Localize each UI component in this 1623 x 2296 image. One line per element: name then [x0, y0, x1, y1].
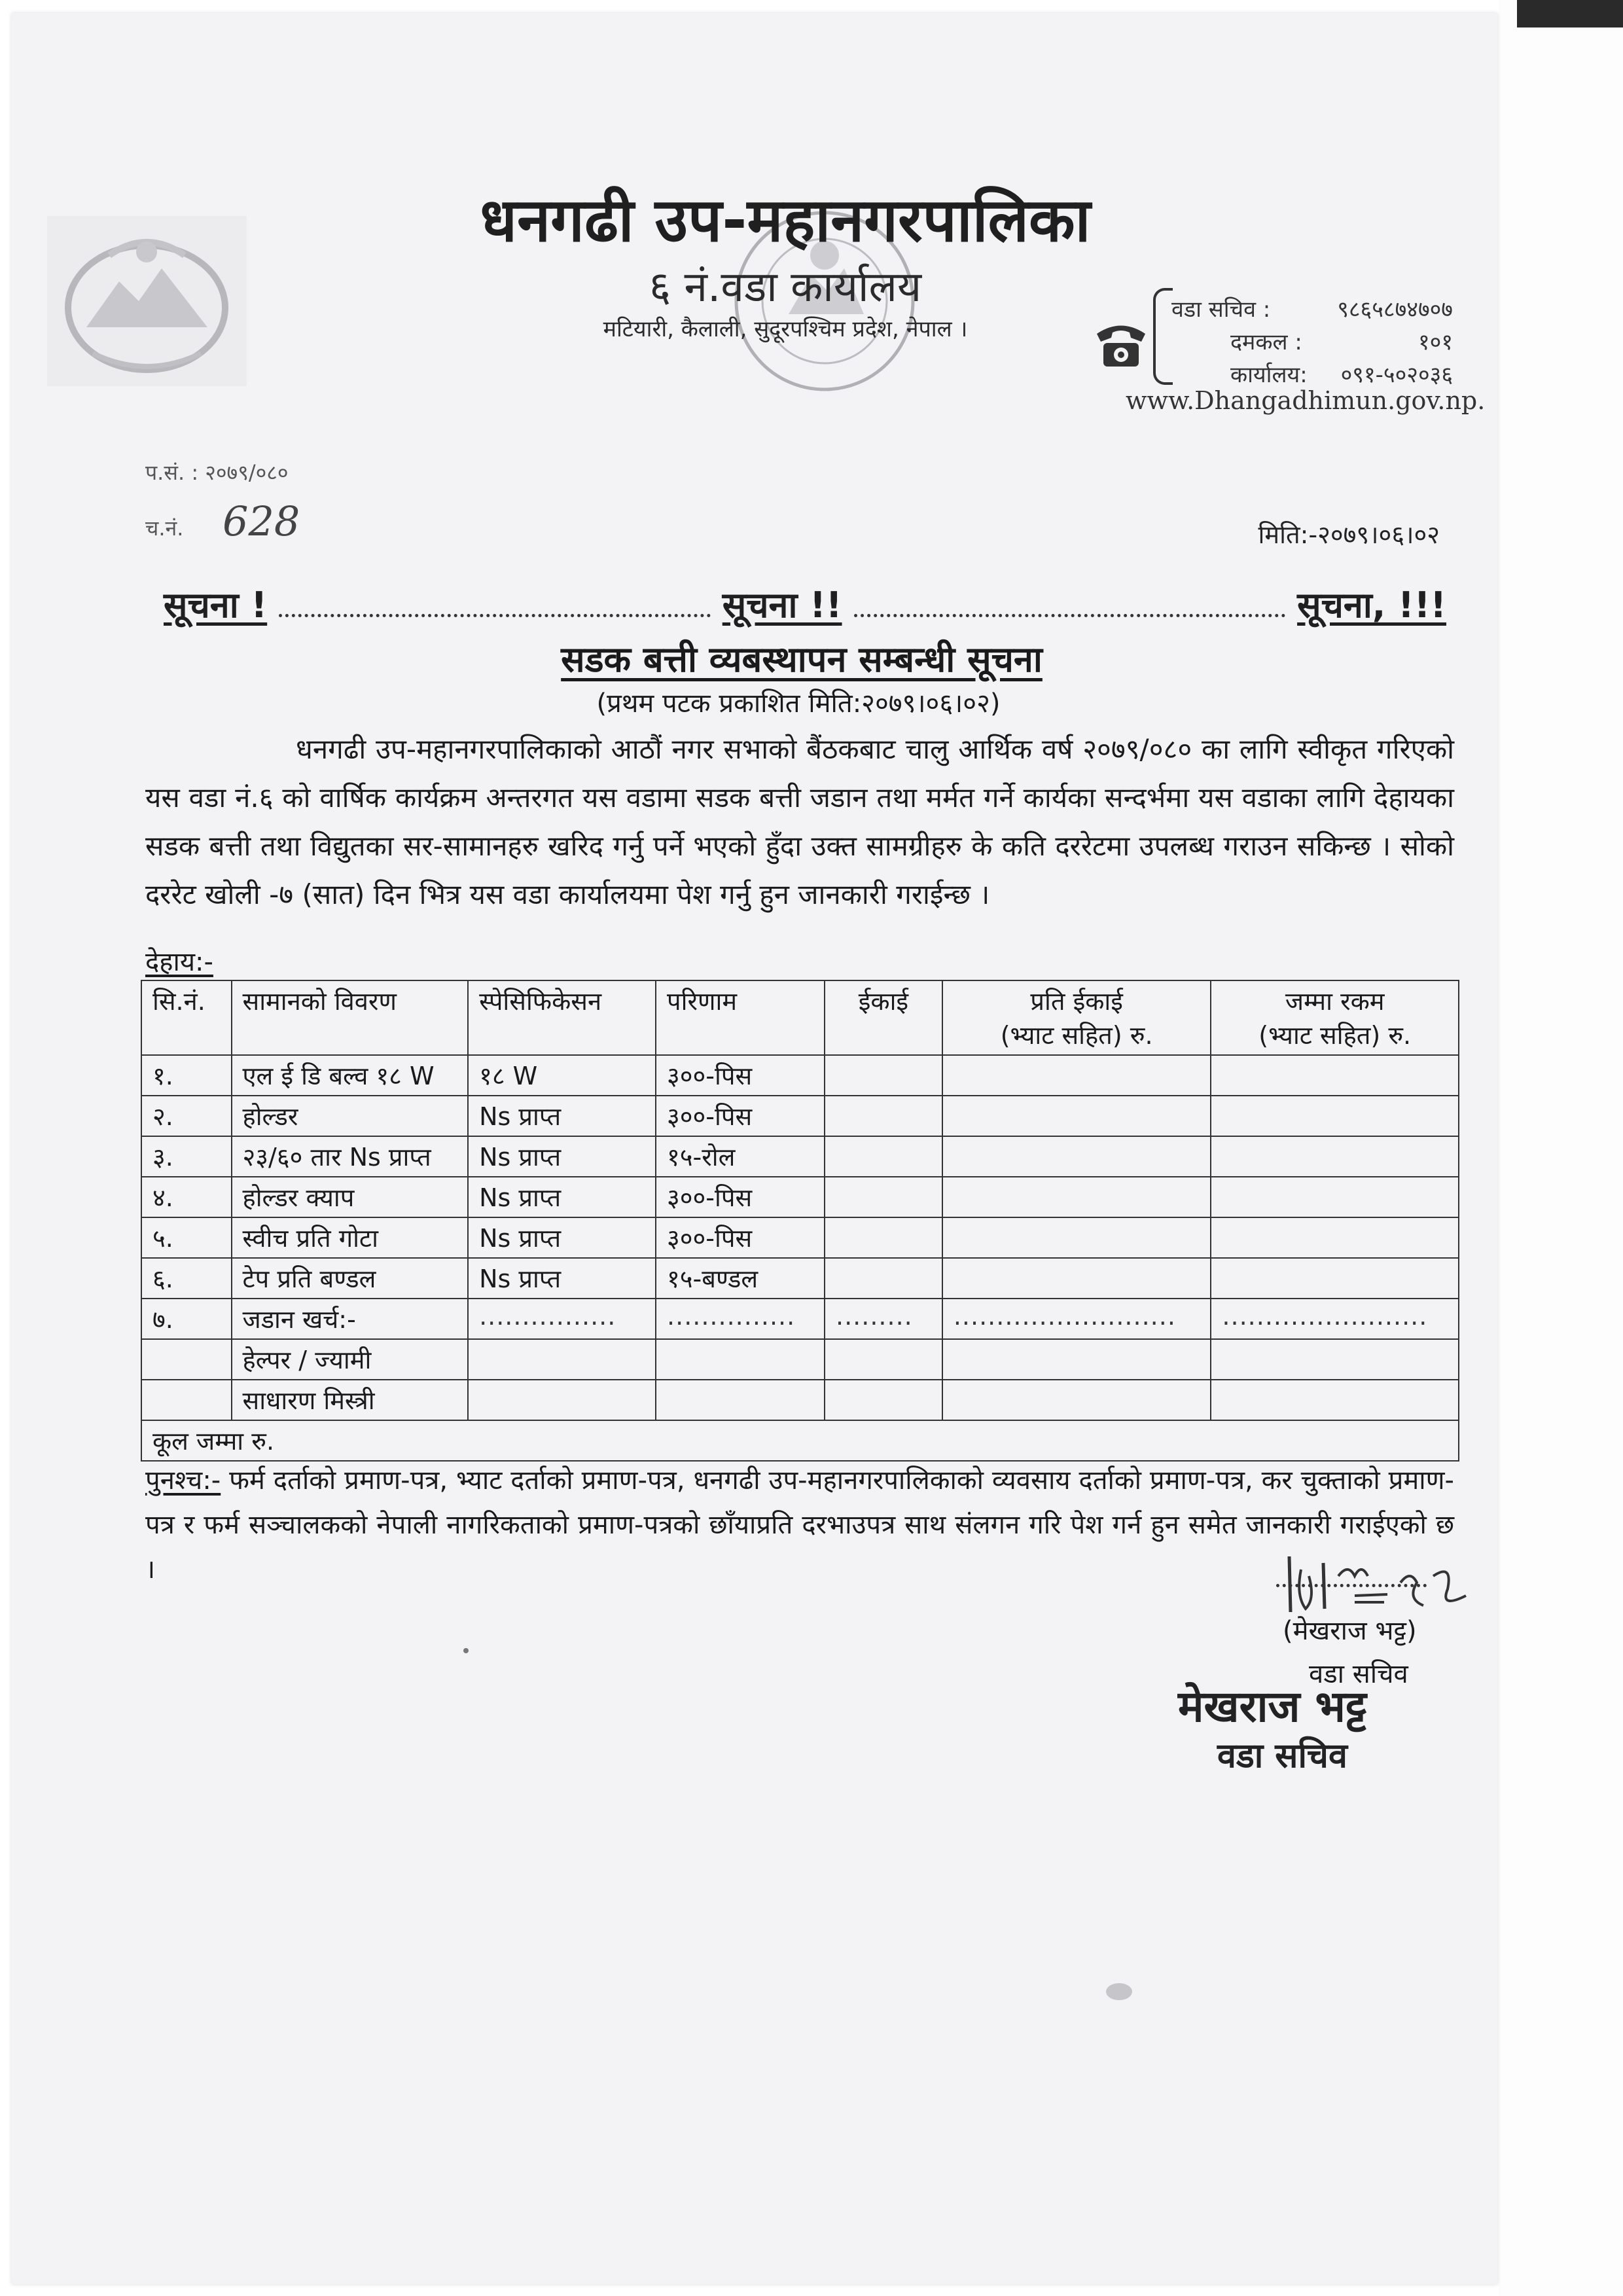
letter-date: मिति:-२०७९।०६।०२	[1258, 520, 1440, 549]
municipality-title: धनगढी उप-महानगरपालिका	[480, 185, 1091, 255]
contact-brace	[1153, 288, 1173, 385]
notice-heading	[164, 579, 1446, 628]
office-address: मटियारी, कैलाली, सुदूरपश्चिम प्रदेश, नेपाल ।	[603, 316, 968, 342]
header-total: जम्मा रकम (भ्याट सहित) रु.	[1211, 980, 1459, 1055]
postscript-text: फर्म दर्ताको प्रमाण-पत्र, भ्याट दर्ताको प्रमाण-पत्र, धनगढी उप-महानगरपालिकाको व्यवसाय दर्ताको प्रमाण-पत्र, कर चुक्ताको प्रमाण-पत्र र फर्म सञ्चालकको नेपाली नागरिकताको प्रमाण-पत्रको छाँयाप्रति दरभाउपत्र साथ संलगन गरि पेश गर्न हुन समेत जानकारी गराईएको छ ।	[145, 1465, 1454, 1585]
stamp-name: मेखराज भट्ट	[1178, 1681, 1367, 1732]
signature-line	[1276, 1584, 1427, 1587]
publication-date: (प्रथम पटक प्रकाशित मिति:२०७९।०६।०२)	[596, 689, 1001, 719]
notice-word-2: सूचना !!	[722, 584, 842, 626]
letter-reference-number: प.सं. : २०७९/०८०	[145, 460, 289, 485]
header-specification: स्पेसिफिकेसन	[468, 980, 656, 1055]
header-unit: ईकाई	[825, 980, 942, 1055]
scan-margin	[1499, 0, 1623, 2296]
dotted-divider	[279, 614, 711, 617]
dotted-divider	[854, 614, 1286, 617]
header-serial: सि.नं.	[141, 980, 232, 1055]
table-row: ५. स्वीच प्रति गोटा Ns प्राप्त ३००-पिस	[141, 1217, 1459, 1258]
notice-body: धनगढी उप-महानगरपालिकाको आठौं नगर सभाको बैंठकबाट चालु आर्थिक वर्ष २०७९/०८० का लागि स्वीकृत गरिएको यस वडा नं.६ को वार्षिक कार्यक्रम अन्तरगत यस वडामा सडक बत्ती जडान तथा मर्मत गर्ने कार्यका सन्दर्भमा यस वडाका लागि देहायका सडक बत्ती तथा विद्युतका सर-सामानहरु खरिद गर्नु पर्ने भएको हुँदा उक्त सामग्रीहरु के कति दररेटमा उपलब्ध गराउन सकिन्छ । सोको दररेट खोली -७ (सात) दिन भित्र यस वडा कार्यालयमा पेश गर्नु हुन जानकारी गराईन्छ ।	[145, 733, 1454, 910]
notice-subject: सडक बत्ती व्यबस्थापन सम्बन्धी सूचना	[561, 639, 1043, 680]
header-quantity: परिणाम	[656, 980, 825, 1055]
scan-speck	[463, 1648, 469, 1653]
table-row-labor: ७. जडान खर्च:- ................ ............... ......... .......................... ........................	[141, 1299, 1459, 1339]
header-description: सामानको विवरण	[232, 980, 469, 1055]
table-row: २. होल्डर Ns प्राप्त ३००-पिस	[141, 1096, 1459, 1136]
contact-row-office: कार्यालय: ०९१-५०२०३६	[1230, 362, 1453, 388]
notice-word-3: सूचना, !!!	[1297, 584, 1447, 626]
table-header-row	[141, 980, 1459, 1055]
ward-office-name: ६ नं.वडा कार्यालय	[649, 263, 922, 312]
table-row: ६. टेप प्रति बण्डल Ns प्राप्त १५-बण्डल	[141, 1258, 1459, 1299]
table-row-mistri: साधारण मिस्त्री	[141, 1380, 1459, 1420]
table-row: ४. होल्डर क्याप Ns प्राप्त ३००-पिस	[141, 1177, 1459, 1217]
website-url[interactable]: www.Dhangadhimun.gov.np.	[1126, 386, 1486, 415]
dispatch-number-handwritten: 628	[223, 497, 300, 545]
postscript-label: पुनश्च:-	[145, 1465, 221, 1496]
dispatch-number-label: च.नं.	[145, 516, 184, 541]
postscript-note	[145, 1458, 1454, 1592]
stamp-title: वडा सचिव	[1217, 1736, 1347, 1776]
government-emblem-icon	[47, 216, 247, 386]
signatory-name: (मेखराज भट्ट)	[1283, 1616, 1417, 1646]
notice-word-1: सूचना !	[164, 584, 268, 626]
table-row: ३. २३/६० तार Ns प्राप्त Ns प्राप्त १५-रोल	[141, 1136, 1459, 1177]
scan-corner-mark	[1517, 0, 1623, 27]
header-rate: प्रति ईकाई (भ्याट सहित) रु.	[942, 980, 1211, 1055]
contact-row-secretary: वडा सचिव : ९८६५८७४७०७	[1171, 296, 1453, 323]
contact-row-fire: दमकल : १०१	[1230, 329, 1453, 355]
items-table	[141, 980, 1459, 1462]
table-row: १. एल ई डि बल्व १८ W १८ W ३००-पिस	[141, 1055, 1459, 1096]
signatory-title: वडा सचिव	[1309, 1659, 1408, 1689]
contact-details	[1171, 293, 1453, 391]
telephone-icon	[1092, 314, 1150, 373]
scan-smudge	[1106, 1983, 1132, 2000]
list-heading: देहाय:-	[145, 947, 213, 977]
table-row-helper: हेल्पर / ज्यामी	[141, 1339, 1459, 1380]
table-row-grand-total: कूल जम्मा रु.	[141, 1420, 1459, 1461]
